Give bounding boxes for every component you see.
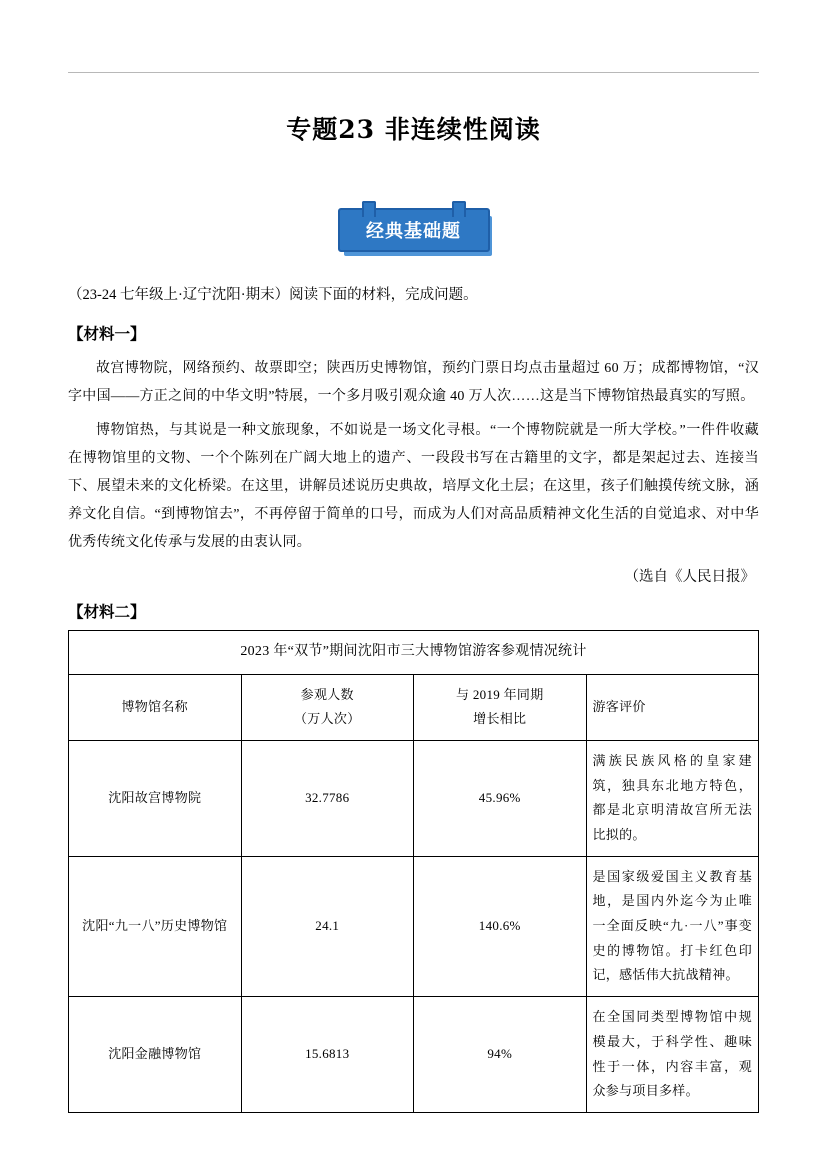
- material-one-paragraph-2: 博物馆热，与其说是一种文旅现象，不如说是一场文化寻根。“一个博物院就是一所大学校。”一件件收藏在博物馆里的文物、一个个陈列在广阔大地上的遗产、一段段书写在古籍里的文字，都是架起过去、连接当下、展望未来的文化桥梁。在这里，讲解员述说历史典故，培厚文化土层；在这里，孩子们触摸传统文脉，涵养文化自信。“到博物馆去”，不再停留于简单的口号，而成为人们对高品质精神文化生活的自觉追求、对中华优秀传统文化传承与发展的由衷认同。: [68, 422, 759, 550]
- table-row: [69, 740, 759, 856]
- cell-museum-name: 沈阳“九一八”历史博物馆: [69, 856, 242, 996]
- cell-visitor-count: 15.6813: [241, 997, 414, 1113]
- cell-evaluation: 是国家级爱国主义教育基地，是国内外迄今为止唯一全面反映“九·一八”事变史的博物馆。打卡红色印记，感恬伟大抗战精神。: [586, 856, 759, 996]
- material-one-attribution: （选自《人民日报》: [624, 568, 755, 585]
- cell-growth: 94%: [414, 997, 587, 1113]
- cell-museum-name: 沈阳故宫博物院: [69, 740, 242, 856]
- column-header-visitor-count: [241, 674, 414, 740]
- section-badge-container: [68, 208, 759, 252]
- cell-evaluation: 在全国同类型博物馆中规模最大，于科学性、趣味性于一体，内容丰富，观众参与项目多样。: [586, 997, 759, 1113]
- cell-growth: 45.96%: [414, 740, 587, 856]
- cell-growth: 140.6%: [414, 856, 587, 996]
- page-title: 专题23 非连续性阅读: [286, 115, 541, 144]
- visitor-count-line-2: （万人次）: [293, 711, 361, 727]
- growth-line-1: 与 2019 年同期: [456, 686, 544, 702]
- table-caption: 2023 年“双节”期间沈阳市三大博物馆游客参观情况统计: [69, 630, 759, 674]
- material-two-label: 【材料二】: [68, 603, 146, 621]
- question-source-line: （23-24 七年级上·辽宁沈阳·期末）阅读下面的材料，完成问题。: [68, 287, 478, 303]
- table-row: [69, 997, 759, 1113]
- section-badge: [338, 208, 490, 252]
- column-header-evaluation: 游客评价: [586, 674, 759, 740]
- cell-evaluation: 满族民族风格的皇家建筑，独具东北地方特色，都是北京明清故宫所无法比拟的。: [586, 740, 759, 856]
- table-row: [69, 856, 759, 996]
- column-header-museum-name: 博物馆名称: [69, 674, 242, 740]
- table-header-row: [69, 674, 759, 740]
- header-divider: [68, 72, 759, 73]
- museum-statistics-table: [68, 630, 759, 1113]
- cell-museum-name: 沈阳金融博物馆: [69, 997, 242, 1113]
- growth-line-2: 增长相比: [473, 711, 527, 727]
- badge-label: 经典基础题: [338, 208, 490, 252]
- column-header-growth: [414, 674, 587, 740]
- material-one-label: 【材料一】: [68, 325, 146, 343]
- cell-visitor-count: 32.7786: [241, 740, 414, 856]
- cell-visitor-count: 24.1: [241, 856, 414, 996]
- visitor-count-line-1: 参观人数: [300, 686, 354, 702]
- material-one-paragraph-1: 故宫博物院，网络预约、故票即空；陕西历史博物馆，预约门票日均点击量超过 60 万；成都博物馆，“汉字中国——方正之间的中华文明”特展，一个多月吸引观众逾 40 万人次……这是当下博物馆热最真实的写照。: [68, 360, 759, 404]
- table-caption-row: [69, 630, 759, 674]
